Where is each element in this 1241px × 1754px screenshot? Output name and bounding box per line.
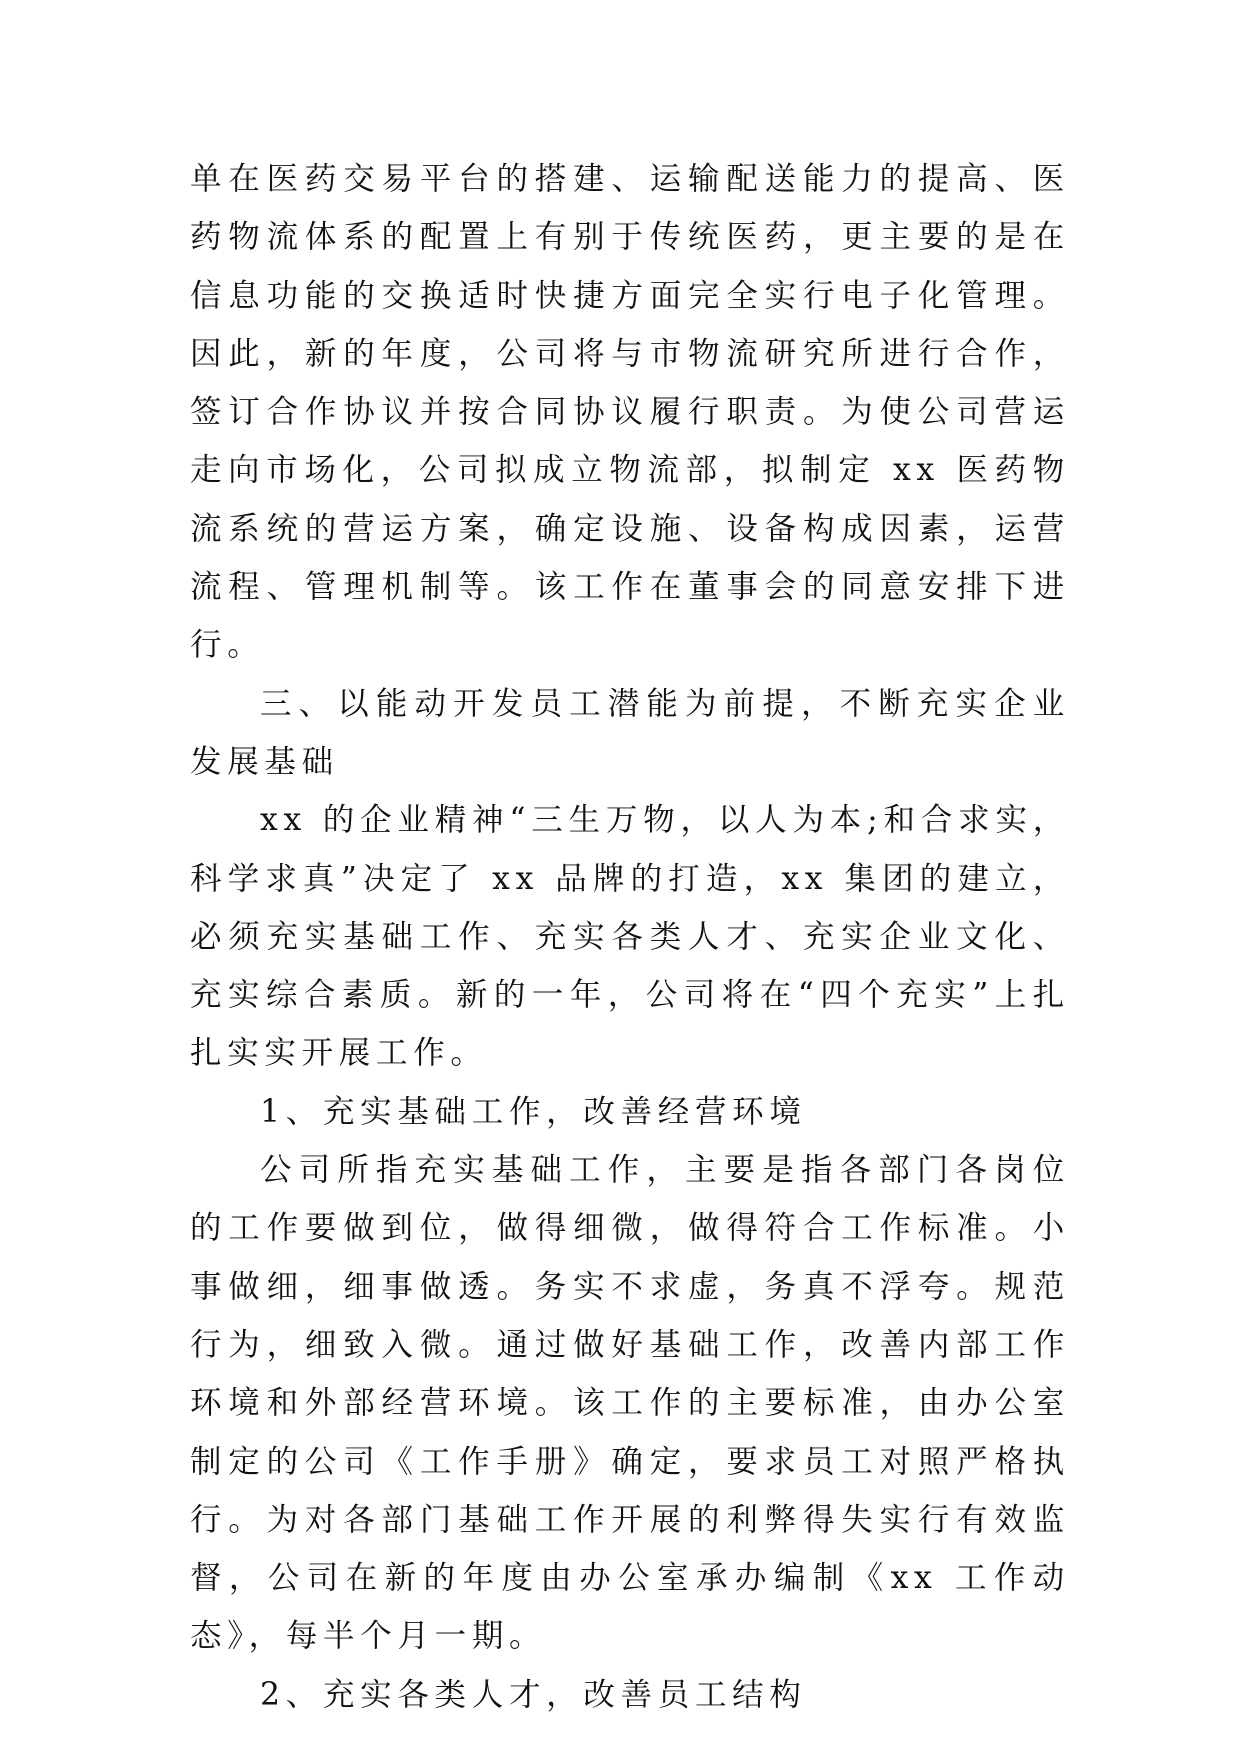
subheading-one: 1、充实基础工作，改善经营环境 bbox=[260, 1093, 807, 1130]
paragraph-enterprise-spirit: xx 的企业精神“三生万物，以人为本;和合求实，科学求真”决定了 xx 品牌的打造，xx 集团的建立，必须充实基础工作、充实各类人才、充实企业文化、充实综合素质。新的一年，公司将在“四个充实”上扎扎实实开展工作。 bbox=[190, 802, 1070, 1072]
paragraph-continuation: 单在医药交易平台的搭建、运输配送能力的提高、医药物流体系的配置上有别于传统医药，更主要的是在信息功能的交换适时快捷方面完全实行电子化管理。因此，新的年度，公司将与市物流研究所进行合作，签订合作协议并按合同协议履行职责。为使公司营运走向市场化，公司拟成立物流部，拟制定 xx 医药物流系统的营运方案，确定设施、设备构成因素，运营流程、管理机制等。该工作在董事会的同意安排下进行。 bbox=[190, 161, 1070, 664]
paragraph-basic-work: 公司所指充实基础工作，主要是指各部门各岗位的工作要做到位，做得细微，做得符合工作标准。小事做细，细事做透。务实不求虚，务真不浮夸。规范行为，细致入微。通过做好基础工作，改善内部工作环境和外部经营环境。该工作的主要标准，由办公室制定的公司《工作手册》确定，要求员工对照严格执行。为对各部门基础工作开展的利弊得失实行有效监督，公司在新的年度由办公室承办编制《xx 工作动态》，每半个月一期。 bbox=[190, 1152, 1070, 1655]
document-page bbox=[190, 150, 1070, 1724]
subheading-two: 2、充实各类人才，改善员工结构 bbox=[260, 1676, 807, 1713]
section-heading-three: 三、以能动开发员工潜能为前提，不断充实企业发展基础 bbox=[190, 685, 1070, 780]
